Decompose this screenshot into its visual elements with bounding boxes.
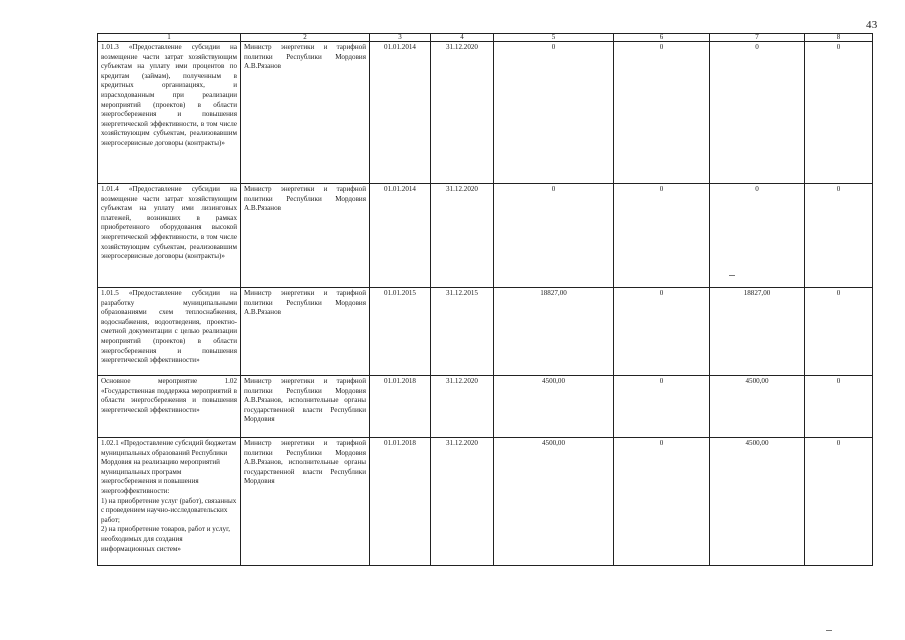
table-row: [98, 376, 873, 438]
total-amount: 0: [494, 184, 614, 288]
col-7-value: 18827,00: [710, 288, 805, 376]
scan-mark: [826, 630, 832, 631]
col-7-value: 0: [710, 42, 805, 184]
start-date: 01.01.2018: [370, 376, 431, 438]
responsible-executor: Министр энергетики и тарифной политики Республики Мордовия А.В.Рязанов: [241, 42, 370, 184]
total-amount: 4500,00: [494, 438, 614, 566]
responsible-executor: Министр энергетики и тарифной политики Республики Мордовия А.В.Рязанов: [241, 288, 370, 376]
col-6-value: 0: [614, 184, 710, 288]
table-row: [98, 184, 873, 288]
col-8-value: 0: [805, 438, 873, 566]
header-col-2: 2: [241, 34, 370, 42]
col-8-value: 0: [805, 288, 873, 376]
measure-name: [98, 438, 241, 566]
header-col-5: 5: [494, 34, 614, 42]
col-7-value: 4500,00: [710, 376, 805, 438]
col-6-value: 0: [614, 376, 710, 438]
measure-name-item: 1) на приобретение услуг (работ), связанных с проведением научно-исследовательских работ;: [101, 496, 237, 524]
end-date: 31.12.2020: [431, 376, 494, 438]
measure-name: 1.01.5 «Предоставление субсидии на разработку муниципальными образованиями схем теплоснабжения, водоснабжения, водоотведения, проектно-сметной документации с целью реализации мероприятий (проектов) в области энергосбережения и повышения энергетической эффективности»: [98, 288, 241, 376]
table-row: [98, 438, 873, 566]
total-amount: 4500,00: [494, 376, 614, 438]
col-6-value: 0: [614, 288, 710, 376]
total-amount: 18827,00: [494, 288, 614, 376]
col-6-value: 0: [614, 438, 710, 566]
start-date: 01.01.2018: [370, 438, 431, 566]
end-date: 31.12.2020: [431, 184, 494, 288]
measure-name: 1.01.3 «Предоставление субсидии на возмещение части затрат хозяйствующим субъектам на уплату ими процентов по кредитам (займам), полученным в кредитных организациях, и израсходованным при реализации мероприятий (проектов) в области энергосбережения и повышения энергетической эффективности, в том числе хозяйствующим субъектам, реализовавшим энергосервисные договоры (контракты)»: [98, 42, 241, 184]
col-6-value: 0: [614, 42, 710, 184]
col-8-value: 0: [805, 42, 873, 184]
end-date: 31.12.2020: [431, 42, 494, 184]
end-date: 31.12.2015: [431, 288, 494, 376]
col-7-value: 0: [710, 184, 805, 288]
measure-name: Основное мероприятие 1.02 «Государственная поддержка мероприятий в области энергосбережения и повышения энергетической эффективности»: [98, 376, 241, 438]
measure-name-item: 2) на приобретение товаров, работ и услуг, необходимых для создания информационных систем»: [101, 525, 230, 553]
header-col-8: 8: [805, 34, 873, 42]
col-7-value: 4500,00: [710, 438, 805, 566]
start-date: 01.01.2015: [370, 288, 431, 376]
measure-name: 1.01.4 «Предоставление субсидии на возмещение части затрат хозяйствующим субъектам на уплату ими лизинговых платежей, возникших в рамках приобретенного оборудования высокой энергетической эффективности, в том числе хозяйствующим субъектам, реализовавшим энергосервисные договоры (контракты)»: [98, 184, 241, 288]
program-measures-table: [97, 33, 873, 566]
measure-name-text: 1.02.1 «Предоставление субсидий бюджетам муниципальных образований Республики Мордовия на реализацию мероприятий муниципальных программ энергосбережения и повышения энергоэффективности:: [101, 439, 237, 495]
col-8-value: 0: [805, 376, 873, 438]
total-amount: 0: [494, 42, 614, 184]
table-row: [98, 42, 873, 184]
header-col-4: 4: [431, 34, 494, 42]
header-col-3: 3: [370, 34, 431, 42]
responsible-executor: Министр энергетики и тарифной политики Республики Мордовия А.В.Рязанов, исполнительные органы государственной власти Республики Мордовия: [241, 438, 370, 566]
header-col-7: 7: [710, 34, 805, 42]
header-col-6: 6: [614, 34, 710, 42]
start-date: 01.01.2014: [370, 184, 431, 288]
responsible-executor: Министр энергетики и тарифной политики Республики Мордовия А.В.Рязанов, исполнительные органы государственной власти Республики Мордовия: [241, 376, 370, 438]
end-date: 31.12.2020: [431, 438, 494, 566]
col-8-value: 0: [805, 184, 873, 288]
start-date: 01.01.2014: [370, 42, 431, 184]
header-col-1: 1: [98, 34, 241, 42]
page-number: 43: [866, 19, 878, 31]
responsible-executor: Министр энергетики и тарифной политики Республики Мордовия А.В.Рязанов: [241, 184, 370, 288]
table-row: [98, 288, 873, 376]
header-row: [98, 34, 873, 42]
scan-mark: [729, 275, 735, 276]
